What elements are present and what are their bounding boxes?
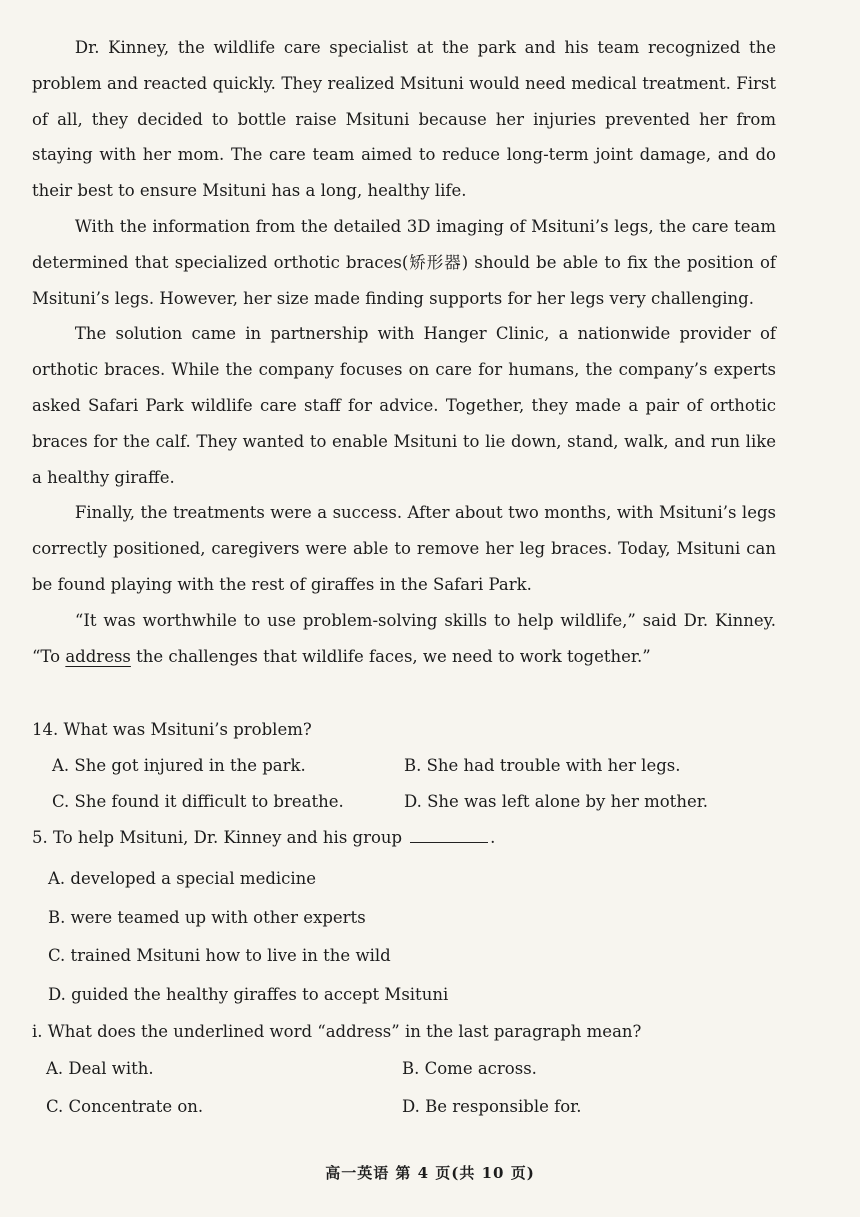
passage-paragraph-3: The solution came in partnership with Hanger Clinic, a nationwide provider of orthotic braces. While the company focuses on care for humans, the company’s experts asked Safari Park wildlife care staff for advice. Together, they made a pair of orthotic braces for the calf. They wanted to enable Msituni to lie down, stand, walk, and run like a healthy giraffe.: [32, 324, 776, 487]
passage-paragraph-5: [32, 603, 776, 675]
quote-part-2: the challenges that wildlife faces, we need to work together.”: [130, 646, 651, 666]
question-16-option-a: A. Deal with.: [46, 1059, 154, 1079]
question-16-stem: i. What does the underlined word “address” in the last paragraph mean?: [32, 1022, 642, 1042]
question-14-option-b: B. She had trouble with her legs.: [404, 756, 681, 776]
question-16: [32, 1014, 776, 1126]
question-14-stem: 14. What was Msituni’s problem?: [32, 720, 312, 740]
question-16-option-d: D. Be responsible for.: [402, 1097, 582, 1117]
question-16-option-b: B. Come across.: [402, 1059, 537, 1079]
passage-paragraph-1: Dr. Kinney, the wildlife care specialist at the park and his team recognized the problem and reacted quickly. They realized Msituni would need medical treatment. First of all, they decided to bottle raise Msituni because her injuries prevented her from staying with her mom. The care team aimed to reduce long-term joint damage, and do their best to ensure Msituni has a long, healthy life.: [32, 38, 776, 201]
underlined-word-address: address: [65, 646, 131, 666]
question-14-option-c: C. She found it difficult to breathe.: [52, 792, 344, 812]
passage-paragraph-4: Finally, the treatments were a success. After about two months, with Msituni’s legs correctly positioned, caregivers were able to remove her leg braces. Today, Msituni can be found playing with the rest of giraffes in the Safari Park.: [32, 503, 776, 594]
question-14: [32, 712, 776, 820]
question-15-option-a: A. developed a special medicine: [48, 869, 317, 889]
question-14-option-a: A. She got injured in the park.: [52, 756, 306, 776]
question-15-stem: 5. To help Msituni, Dr. Kinney and his group .: [32, 828, 496, 848]
passage-paragraph-2: With the information from the detailed 3D imaging of Msituni’s legs, the care team determined that specialized orthotic braces(矫形器) should be able to fix the position of Msituni’s legs. However, her size made finding supports for her legs very challenging.: [32, 216, 776, 308]
quote-part-1: “It was worthwhile to use problem-solving skills to help wildlife,” said Dr. Kinney. “To: [32, 610, 776, 666]
question-15-option-b: B. were teamed up with other experts: [48, 907, 366, 927]
question-15-option-d: D. guided the healthy giraffes to accept Msituni: [48, 984, 449, 1004]
question-15-option-c: C. trained Msituni how to live in the wild: [48, 946, 391, 966]
page-footer: 高一英语 第 4 页(共 10 页): [325, 1164, 535, 1182]
question-14-option-d: D. She was left alone by her mother.: [404, 792, 709, 812]
question-16-option-c: C. Concentrate on.: [46, 1097, 204, 1117]
answer-blank: [410, 828, 488, 843]
question-section: [32, 712, 776, 1126]
reading-passage: [32, 30, 776, 674]
question-15: [32, 820, 776, 1014]
